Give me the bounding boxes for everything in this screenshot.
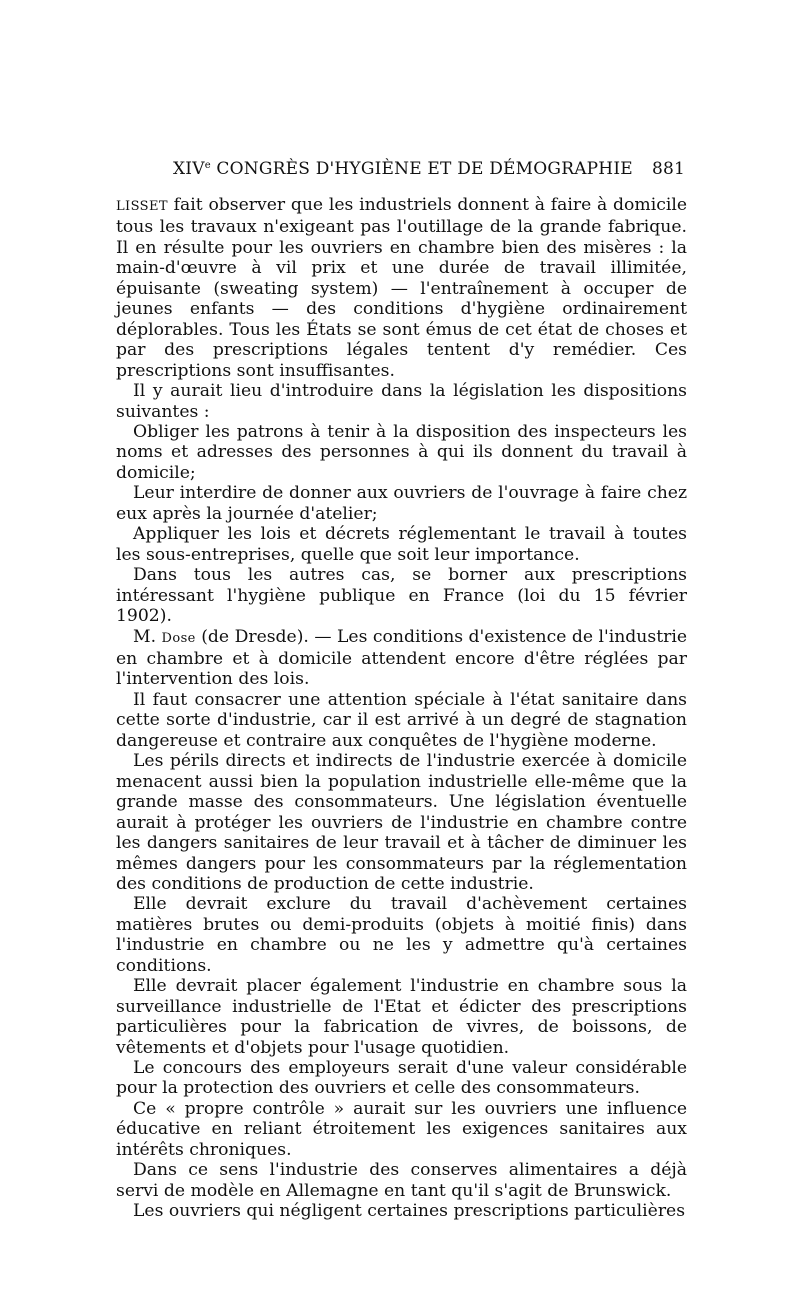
speaker-name: Dose [161, 630, 196, 646]
paragraph: Dans ce sens l'industrie des conserves alimentaires a déjà servi de modèle en Allemagne en tant qu'il s'agit de Brunswick. [116, 1160, 687, 1201]
running-title-main: XIV [173, 159, 205, 179]
running-title-rest: CONGRÈS D'HYGIÈNE ET DE DÉMOGRAPHIE [210, 159, 633, 179]
speaker-prefix: M. [133, 626, 162, 647]
speaker-name: LISSET [116, 199, 168, 214]
paragraph: Elle devrait exclure du travail d'achèvement certaines matières brutes ou demi-produits (objets à moitié finis) dans l'industrie en chambre ou ne les y admettre qu'à certaines conditions. [116, 894, 687, 976]
paragraph-dose [116, 627, 687, 690]
book-page [116, 155, 687, 1222]
paragraph: Les périls directs et indirects de l'industrie exercée à domicile menacent aussi bien la population industrielle elle-même que la grande masse des consommateurs. Une législation éventuelle aurait à protéger les ouvriers de l'industrie en chambre contre les dangers sanitaires de leur travail et à tâcher de diminuer les mêmes dangers pour les consommateurs par la réglementation des conditions de production de cette industrie. [116, 751, 687, 894]
page-number: 881 [651, 159, 685, 179]
paragraph: Leur interdire de donner aux ouvriers de l'ouvrage à faire chez eux après la journée d'atelier; [116, 483, 687, 524]
paragraph-text: fait observer que les industriels donnent à faire à domicile tous les travaux n'exigeant pas l'outillage de la grande fabrique. Il en résulte pour les ouvriers en chambre bien des misères : la main-d'œuvre à vil prix et une durée de travail illimitée, épuisante (sweating system) — l'entraînement à occuper de jeunes enfants — des conditions d'hygiène ordinairement déplorables. Tous les États se sont émus de cet état de choses et par des prescriptions légales tentent d'y remédier. Ces prescriptions sont insuffisantes. [116, 195, 687, 381]
paragraph: Il y aurait lieu d'introduire dans la législation les dispositions suivantes : [116, 381, 687, 422]
paragraph: Le concours des employeurs serait d'une valeur considérable pour la protection des ouvriers et celle des consommateurs. [116, 1058, 687, 1099]
paragraph: Il faut consacrer une attention spéciale à l'état sanitaire dans cette sorte d'industrie, car il est arrivé à un degré de stagnation dangereuse et contraire aux conquêtes de l'hygiène moderne. [116, 689, 687, 751]
running-title [173, 159, 633, 179]
paragraph: Obliger les patrons à tenir à la disposition des inspecteurs les noms et adresses des personnes à qui ils donnent du travail à domicile; [116, 421, 687, 483]
paragraph: Dans tous les autres cas, se borner aux prescriptions intéressant l'hygiène publique en France (loi du 15 février 1902). [116, 565, 687, 627]
paragraph: Ce « propre contrôle » aurait sur les ouvriers une influence éducative en reliant étroitement les exigences sanitaires aux intérêts chroniques. [116, 1098, 687, 1160]
body-text [116, 195, 687, 1222]
paragraph: Elle devrait placer également l'industrie en chambre sous la surveillance industrielle de l'Etat et édicter des prescriptions particulières pour la fabrication de vivres, de boissons, de vêtements et d'objets pour l'usage quotidien. [116, 976, 687, 1058]
paragraph-lisset [116, 195, 687, 381]
running-title-superscript: e [204, 160, 211, 171]
paragraph-text: (de Dresde). — Les conditions d'existence de l'industrie en chambre et à domicile attendent encore d'être réglées par l'intervention des lois. [116, 626, 687, 690]
paragraph: Appliquer les lois et décrets réglementant le travail à toutes les sous-entreprises, quelle que soit leur importance. [116, 524, 687, 565]
paragraph: Les ouvriers qui négligent certaines prescriptions particulières [133, 1201, 686, 1222]
running-header [116, 155, 687, 185]
